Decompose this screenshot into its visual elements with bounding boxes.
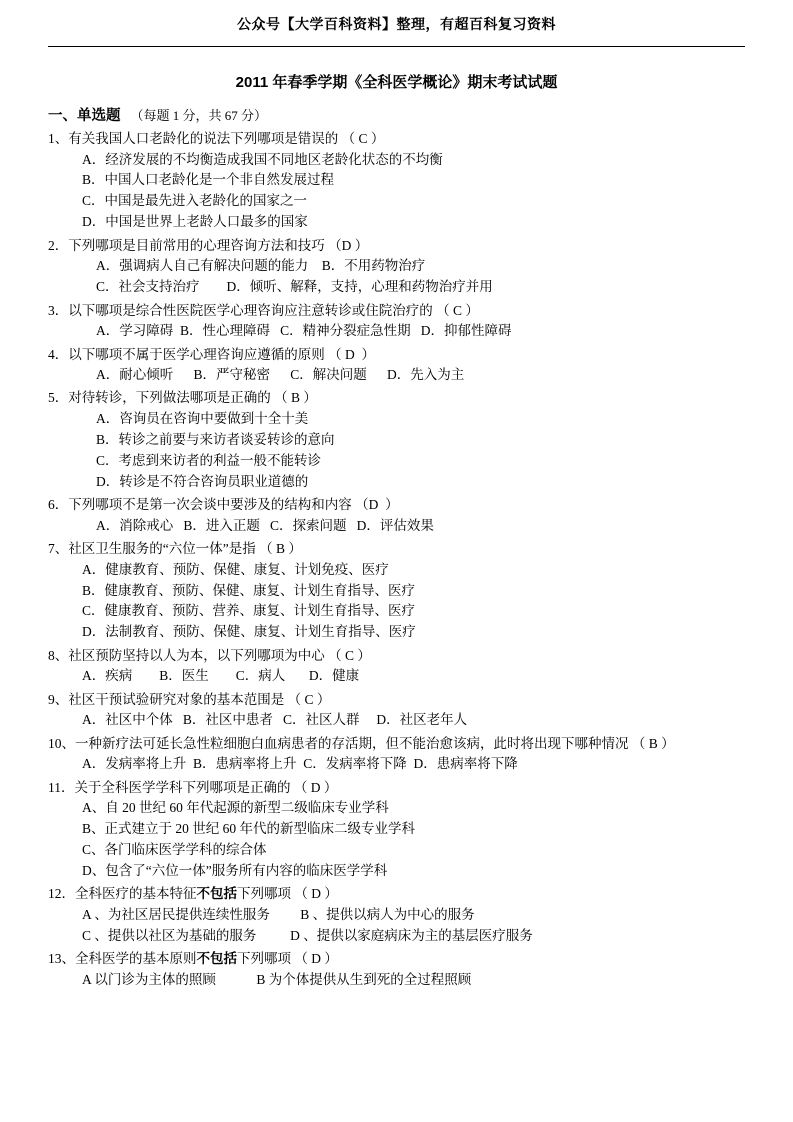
question-stem: 5．对待转诊，下列做法哪项是正确的 （ B ） (48, 390, 317, 406)
question-options (82, 710, 745, 731)
question-item (48, 646, 745, 687)
option-line: C．健康教育、预防、营养、康复、计划生育指导、医疗 (82, 603, 416, 619)
question-options (82, 256, 745, 298)
option-line: C．中国是最先进入老龄化的国家之一 (82, 193, 308, 209)
option-line: C．考虑到来访者的利益一般不能转诊 (96, 452, 322, 468)
question-item (48, 388, 745, 492)
question-options (82, 365, 745, 386)
question-options (82, 321, 745, 342)
option-line: D．法制教育、预防、保健、康复、计划生育指导、医疗 (82, 624, 416, 640)
question-stem: 12．全科医疗的基本特征不包括下列哪项 （ D ） (48, 886, 338, 902)
question-options (82, 666, 745, 687)
question-item (48, 345, 745, 386)
option-line: A．学习障碍 B．性心理障碍 C．精神分裂症急性期 D．抑郁性障碍 (96, 323, 512, 339)
page-title: 2011 年春季学期《全科医学概论》期末考试试题 (235, 74, 558, 91)
watermark-text: 公众号【大学百科资料】整理，有超百科复习资料 (237, 16, 556, 32)
question-options (82, 754, 745, 775)
question-options (82, 970, 745, 991)
question-stem: 9、社区干预试验研究对象的基本范围是 （ C ） (48, 691, 331, 707)
question-item (48, 495, 745, 536)
option-line: C．社会支持治疗 D．倾听、解释，支持，心理和药物治疗并用 (96, 279, 493, 295)
question-item (48, 884, 745, 946)
option-line: B．健康教育、预防、保健、康复、计划生育指导、医疗 (82, 582, 416, 598)
question-item (48, 129, 745, 233)
option-line: A．疾病 B．医生 C．病人 D．健康 (82, 668, 360, 684)
question-stem: 7、社区卫生服务的“六位一体”是指 （ B ） (48, 541, 302, 557)
question-item (48, 690, 745, 731)
question-stem: 10、一种新疗法可延长急性粒细胞白血病患者的存活期，但不能治愈该病，此时将出现下哪种情况 （ B ） (48, 735, 675, 751)
emphasis-text: 不包括 (196, 886, 237, 902)
option-line: D、包含了“六位一体”服务所有内容的临床医学学科 (82, 862, 388, 878)
option-line: D．中国是世界上老龄人口最多的国家 (82, 214, 308, 230)
option-line: C、各门临床医学学科的综合体 (82, 841, 267, 857)
option-line: A 、为社区居民提供连续性服务 B 、提供以病人为中心的服务 (82, 906, 475, 922)
question-options (82, 798, 745, 882)
option-line: A．发病率将上升 B．患病率将上升 C．发病率将下降 D．患病率将下降 (82, 756, 518, 772)
question-stem: 6．下列哪项不是第一次会谈中要涉及的结构和内容 （D ） (48, 497, 399, 513)
section-heading (48, 104, 745, 125)
option-line: A、自 20 世纪 60 年代起源的新型二级临床专业学科 (82, 800, 389, 816)
option-line: B、正式建立于 20 世纪 60 年代的新型临床二级专业学科 (82, 821, 416, 837)
question-options (82, 409, 745, 493)
option-line: A．社区中个体 B．社区中患者 C．社区人群 D．社区老年人 (82, 712, 468, 728)
section-label: 一、单选题 (48, 108, 121, 124)
option-line: A．健康教育、预防、保健、康复、计划免疫、医疗 (82, 561, 389, 577)
question-item (48, 778, 745, 882)
option-line: A．消除戒心 B．进入正题 C．探索问题 D．评估效果 (96, 517, 434, 533)
question-item (48, 236, 745, 298)
question-item (48, 539, 745, 643)
option-line: A．强调病人自己有解决问题的能力 B．不用药物治疗 (96, 258, 426, 274)
question-options (82, 905, 745, 947)
option-line: B．转诊之前要与来访者谈妥转诊的意向 (96, 431, 335, 447)
question-stem: 8、社区预防坚持以人为本，以下列哪项为中心 （ C ） (48, 647, 371, 663)
question-options (82, 516, 745, 537)
option-line: A．经济发展的不均衡造成我国不同地区老龄化状态的不均衡 (82, 151, 443, 167)
question-item (48, 734, 745, 775)
question-stem: 13、全科医学的基本原则不包括下列哪项 （ D ） (48, 951, 338, 967)
question-item (48, 301, 745, 342)
question-stem: 2．下列哪项是目前常用的心理咨询方法和技巧 （D ） (48, 237, 369, 253)
option-line: D．转诊是不符合咨询员职业道德的 (96, 473, 309, 489)
question-stem: 1、有关我国人口老龄化的说法下列哪项是错误的 （ C ） (48, 131, 385, 146)
header-divider (48, 46, 745, 47)
question-item (48, 949, 745, 990)
question-stem: 11．关于全科医学学科下列哪项是正确的 （ D ） (48, 779, 338, 795)
question-stem: 4．以下哪项不属于医学心理咨询应遵循的原则 （ D ） (48, 346, 375, 362)
option-line: A．耐心倾听 B．严守秘密 C．解决问题 D．先入为主 (96, 367, 465, 383)
option-line: C 、提供以社区为基础的服务 D 、提供以家庭病床为主的基层医疗服务 (82, 927, 533, 943)
option-line: A 以门诊为主体的照顾 B 为个体提供从生到死的全过程照顾 (82, 971, 472, 987)
section-score-note: （每题 1 分，共 67 分） (130, 108, 268, 123)
emphasis-text: 不包括 (196, 951, 237, 967)
option-line: B．中国人口老龄化是一个非自然发展过程 (82, 172, 335, 188)
question-options (82, 560, 745, 644)
option-line: A．咨询员在咨询中要做到十全十美 (96, 410, 309, 426)
question-stem: 3．以下哪项是综合性医院医学心理咨询应注意转诊或住院治疗的 （ C ） (48, 302, 479, 318)
question-options (82, 150, 745, 234)
